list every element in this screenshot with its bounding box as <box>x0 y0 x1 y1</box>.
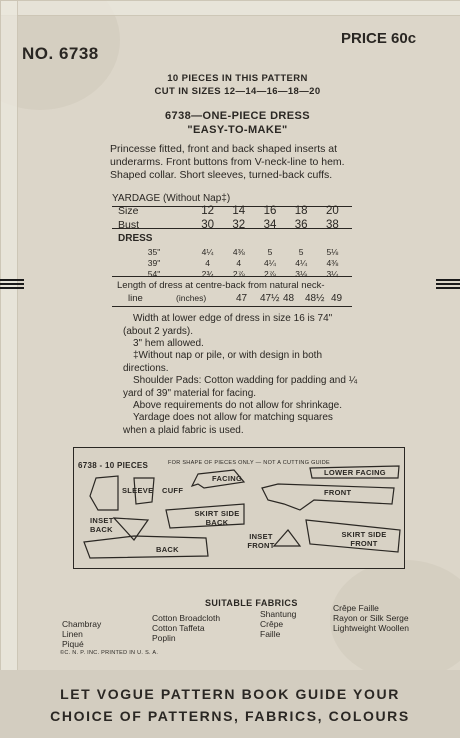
fabric-item: Shantung <box>260 609 297 619</box>
note-width: Width at lower edge of dress in size 16 is 74" (about 2 yards). <box>123 313 333 337</box>
yardage-cell: 5 <box>298 247 304 257</box>
yardage-cell: 3⅛ <box>295 269 308 279</box>
fabric-item: Faille <box>260 629 281 639</box>
tape-strip-left <box>0 0 18 738</box>
inches-label: (inches) <box>176 293 207 303</box>
yardage-cell: 2⅞ <box>232 269 245 279</box>
fabric-item: Rayon or Silk Serge <box>333 613 409 623</box>
bust-label: Bust <box>118 219 140 231</box>
yardage-heading: YARDAGE (Without Nap‡) <box>112 193 231 204</box>
note-nap: ‡Without nap or pile, or with design in both directions. <box>123 350 322 374</box>
note-hem: 3" hem allowed. <box>133 338 204 349</box>
tape-strip-top <box>0 0 460 16</box>
edge-mark-right <box>436 279 460 291</box>
yardage-cell: 4⅜ <box>232 247 245 257</box>
fabric-item: Piqué <box>62 639 84 649</box>
yardage-cell: 5⅛ <box>326 247 339 257</box>
pieces-diagram <box>73 447 405 569</box>
table-row <box>116 233 348 247</box>
fabric-column-1 <box>62 619 101 649</box>
width-cell: 54" <box>147 269 161 279</box>
piece-back <box>84 536 208 558</box>
fabric-item: Poplin <box>152 633 176 643</box>
table-rule <box>112 276 352 277</box>
width-cell: 35" <box>147 247 161 257</box>
fabric-item: Crêpe <box>260 619 284 629</box>
price-label: PRICE 60c <box>341 30 417 47</box>
yardage-cell: 4 <box>205 258 210 268</box>
dress-label: DRESS <box>118 233 153 244</box>
footer-line-2: CHOICE OF PATTERNS, FABRICS, COLOURS <box>50 708 410 724</box>
pattern-description: Princesse fitted, front and back shaped inserts at underarms. Front buttons from V-neck-line to hem. Shaped collar. Short sleeves, turned-back cuffs. <box>110 143 345 181</box>
diagram-caption: FOR SHAPE OF PIECES ONLY — NOT A CUTTING GUIDE <box>168 460 331 466</box>
length-label: Length of dress at centre-back from natural neck- <box>117 280 325 291</box>
bust-cell: 36 <box>294 219 308 231</box>
fabric-item: Linen <box>62 629 83 639</box>
size-cell: 16 <box>263 205 277 217</box>
fabric-item: Crêpe Faille <box>333 603 379 613</box>
copyright-line: ©C. N. P. INC. PRINTED IN U. S. A. <box>60 650 159 656</box>
yardage-cell: 2¾ <box>201 269 214 279</box>
yardage-cell: 2⅞ <box>264 269 276 279</box>
bust-cell: 38 <box>325 219 339 231</box>
length-cell: 47 <box>236 293 248 304</box>
table-row <box>116 258 348 269</box>
piece-inset-front <box>274 530 300 546</box>
size-cell: 12 <box>201 205 214 217</box>
yardage-table <box>116 205 348 280</box>
note-shoulder-pads: Shoulder Pads: Cotton wadding for padding and ¼ yard of 39" material for facing. <box>123 375 358 399</box>
fabric-column-4 <box>333 603 409 633</box>
label-skirt-side-front: SKIRT SIDE FRONT <box>341 530 387 548</box>
fabrics-heading: SUITABLE FABRICS <box>205 598 298 608</box>
fabric-column-3 <box>260 609 296 639</box>
fabric-item: Lightweight Woollen <box>333 623 409 633</box>
bust-cell: 34 <box>263 219 277 231</box>
note-shrinkage: Above requirements do not allow for shrinkage. <box>133 400 343 411</box>
length-cell: 48 <box>283 293 295 304</box>
table-row <box>116 219 348 233</box>
yardage-cell: 4⅜ <box>326 258 339 268</box>
edge-mark-left <box>0 279 24 291</box>
label-lower-facing: LOWER FACING <box>324 468 386 477</box>
yardage-cell: 4¼ <box>201 247 214 257</box>
sizes-line: CUT IN SIZES 12—14—16—18—20 <box>154 86 321 97</box>
pattern-number: NO. 6738 <box>22 44 99 63</box>
piece-sleeve <box>90 476 118 510</box>
size-label: Size <box>118 205 139 217</box>
diagram-id: 6738 - 10 PIECES <box>78 461 149 470</box>
yardage-cell: 3¼ <box>326 269 339 279</box>
label-facing: FACING <box>212 474 243 483</box>
table-rule <box>112 228 352 229</box>
width-cell: 39" <box>147 258 161 268</box>
label-back: BACK <box>156 545 179 554</box>
label-cuff: CUFF <box>162 486 184 495</box>
label-front: FRONT <box>324 488 352 497</box>
yardage-cell: 4¼ <box>295 258 308 268</box>
size-cell: 14 <box>232 205 246 217</box>
label-inset-back: INSET BACK <box>90 516 114 534</box>
label-skirt-side-back: SKIRT SIDE BACK <box>194 509 240 527</box>
bust-cell: 32 <box>232 219 246 231</box>
size-cell: 20 <box>325 205 339 217</box>
footer-line-1: LET VOGUE PATTERN BOOK GUIDE YOUR <box>60 686 400 702</box>
fabric-item: Chambray <box>62 619 102 629</box>
yardage-cell: 4 <box>236 258 242 268</box>
length-cell: 48½ <box>305 293 325 304</box>
length-cell: 47½ <box>260 293 280 304</box>
pattern-title: 6738—ONE-PIECE DRESS <box>165 110 310 122</box>
fabric-item: Cotton Broadcloth <box>152 613 221 623</box>
size-cell: 18 <box>294 205 308 217</box>
table-row <box>116 205 348 219</box>
pattern-subtitle: "EASY-TO-MAKE" <box>187 124 288 136</box>
bust-cell: 30 <box>201 219 214 231</box>
fabric-item: Cotton Taffeta <box>152 623 205 633</box>
fabric-column-2 <box>152 613 220 643</box>
length-cell: 49 <box>331 293 343 304</box>
note-plaid: Yardage does not allow for matching squares when a plaid fabric is used. <box>123 412 333 436</box>
yardage-cell: 4¼ <box>264 258 276 268</box>
table-row <box>116 247 348 258</box>
table-rule <box>112 306 352 307</box>
footer-banner <box>0 670 460 738</box>
label-sleeve: SLEEVE <box>122 486 154 495</box>
table-row <box>116 269 348 280</box>
line-label: line <box>128 293 143 304</box>
label-inset-front: INSET FRONT <box>247 532 275 550</box>
yardage-cell: 5 <box>267 247 273 257</box>
pieces-line: 10 PIECES IN THIS PATTERN <box>167 73 308 84</box>
